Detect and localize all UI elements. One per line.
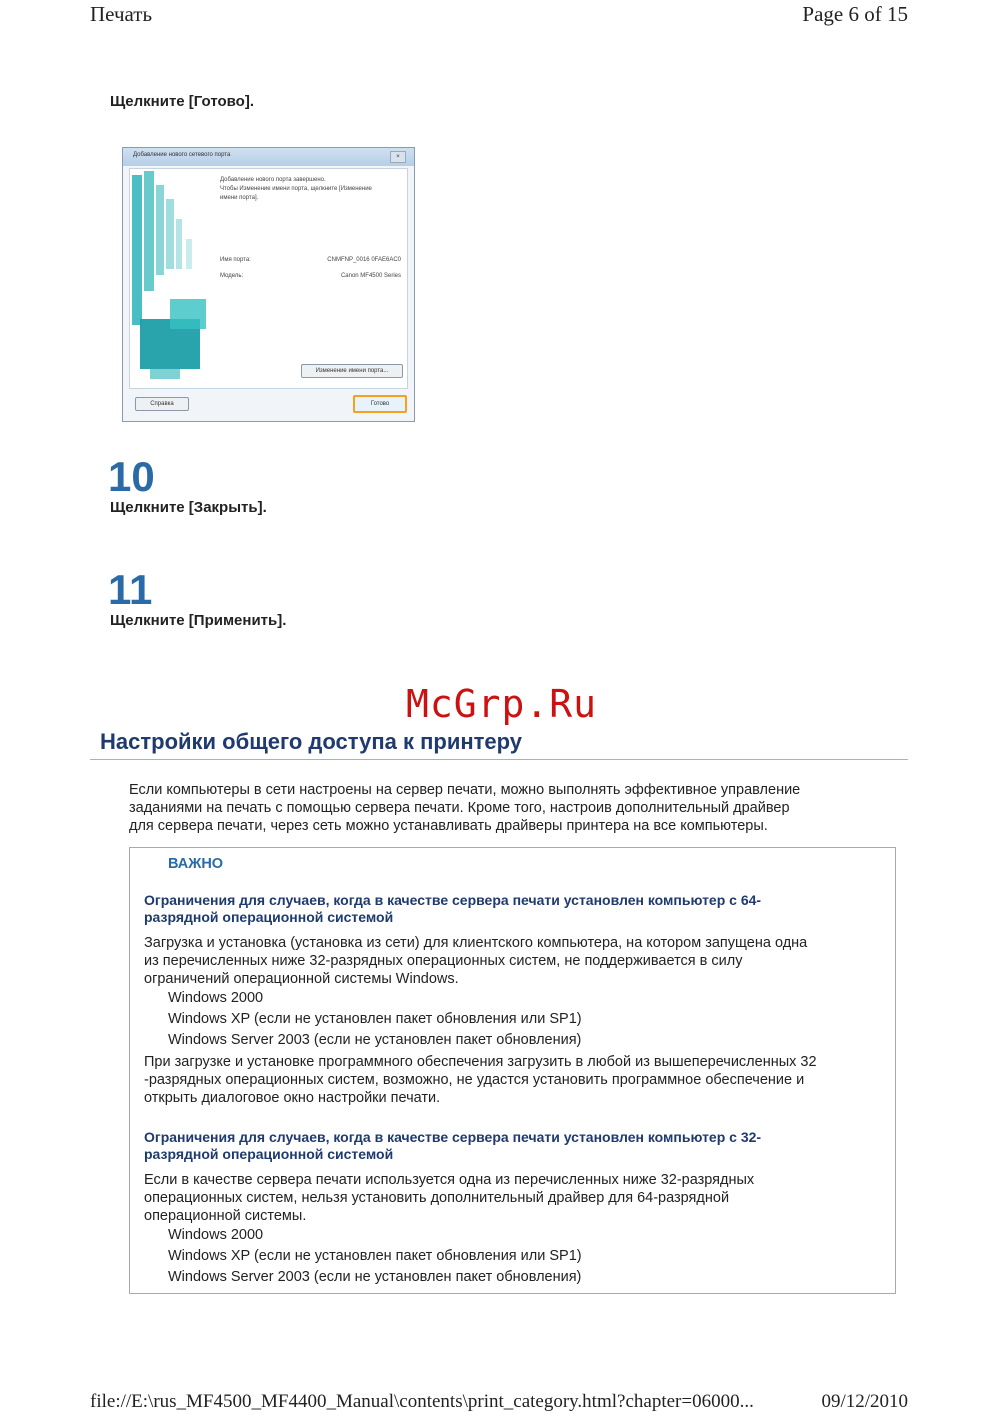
heading-line: Ограничения для случаев, когда в качестве сервера печати установлен компьютер с 32-	[144, 1129, 762, 1145]
close-icon[interactable]: ×	[390, 151, 406, 163]
section-title: Настройки общего доступа к принтеру	[100, 729, 523, 754]
os-list-item: Windows Server 2003 (если не установлен пакет обновления)	[168, 1269, 582, 1285]
decorative-cubes-art	[130, 169, 216, 388]
intro-paragraph	[129, 781, 899, 835]
restriction-heading-32bit	[144, 1129, 884, 1163]
text-line: -разрядных операционных систем, возможно, не удастся установить программное обеспечение и	[144, 1072, 805, 1088]
done-button[interactable]: Готово	[353, 395, 407, 413]
text-line: ограничений операционной системы Windows.	[144, 971, 459, 987]
heading-line: разрядной операционной системой	[144, 909, 394, 925]
footer-date: 09/12/2010	[821, 1391, 908, 1412]
important-label: ВАЖНО	[168, 856, 224, 872]
add-port-dialog-screenshot	[122, 147, 415, 422]
step-11-number: 11	[108, 566, 153, 613]
os-list-item: Windows 2000	[168, 990, 264, 1006]
step-9-text: Щелкните [Готово].	[110, 93, 255, 110]
model-label: Модель:	[220, 273, 244, 279]
text-line: При загрузке и установке программного обеспечения загрузить в любой из вышеперечисленных 32	[144, 1054, 817, 1070]
text-line: Загрузка и установка (установка из сети) для клиентского компьютера, на котором запущена одна	[144, 935, 808, 951]
os-list-item: Windows XP (если не установлен пакет обновления или SP1)	[168, 1248, 582, 1264]
port-name-label: Имя порта:	[220, 257, 251, 263]
text-line: операционных систем, нельзя установить дополнительный драйвер для 64-разрядной	[144, 1190, 730, 1206]
help-button[interactable]: Справка	[135, 397, 189, 411]
dialog-message-line-3: имени порта].	[220, 195, 259, 201]
text-line: открыть диалоговое окно настройки печати.	[144, 1090, 441, 1106]
dialog-message-line-1: Добавление нового порта завершено.	[220, 177, 326, 183]
watermark: McGrp.Ru	[406, 682, 598, 726]
heading-line: разрядной операционной системой	[144, 1146, 394, 1162]
step-10-text: Щелкните [Закрыть].	[110, 499, 267, 516]
dialog-body	[129, 168, 408, 389]
os-list-item: Windows 2000	[168, 1227, 264, 1243]
text-line: операционной системы.	[144, 1208, 307, 1224]
rename-port-button[interactable]: Изменение имени порта...	[301, 364, 403, 378]
footer-file-path: file://E:\rus_MF4500_MF4400_Manual\contents\print_category.html?chapter=06000...	[90, 1391, 754, 1412]
intro-line: Если компьютеры в сети настроены на сервер печати, можно выполнять эффективное управление	[129, 782, 801, 798]
restriction-text-64bit	[144, 934, 896, 988]
model-value: Canon MF4500 Series	[340, 273, 401, 279]
restriction-heading-64bit	[144, 892, 884, 926]
restriction-note-64bit	[144, 1053, 896, 1107]
restriction-text-32bit	[144, 1171, 896, 1225]
section-divider	[90, 759, 908, 760]
important-box	[129, 847, 896, 1294]
intro-line: заданиями на печать с помощью сервера печати. Кроме того, настроив дополнительный драйвер	[129, 800, 790, 816]
dialog-title-bar	[123, 148, 414, 166]
text-line: из перечисленных ниже 32-разрядных операционных систем, не поддерживается в силу	[144, 953, 743, 969]
header-title: Печать	[90, 2, 153, 26]
os-list-item: Windows Server 2003 (если не установлен пакет обновления)	[168, 1032, 582, 1048]
heading-line: Ограничения для случаев, когда в качестве сервера печати установлен компьютер с 64-	[144, 892, 762, 908]
dialog-title: Добавление нового сетевого порта	[133, 152, 231, 158]
intro-line: для сервера печати, через сеть можно устанавливать драйверы принтера на все компьютеры.	[129, 818, 768, 834]
step-10-number: 10	[108, 453, 155, 500]
dialog-message-line-2: Чтобы Изменение имени порта, щелкните [Изменение	[220, 186, 372, 192]
page-indicator: Page 6 of 15	[802, 2, 908, 26]
step-11-text: Щелкните [Применить].	[110, 612, 287, 629]
port-name-value: CNMFNP_0016 0FAE6AC0	[327, 257, 401, 263]
text-line: Если в качестве сервера печати используется одна из перечисленных ниже 32-разрядных	[144, 1172, 755, 1188]
os-list-item: Windows XP (если не установлен пакет обновления или SP1)	[168, 1011, 582, 1027]
